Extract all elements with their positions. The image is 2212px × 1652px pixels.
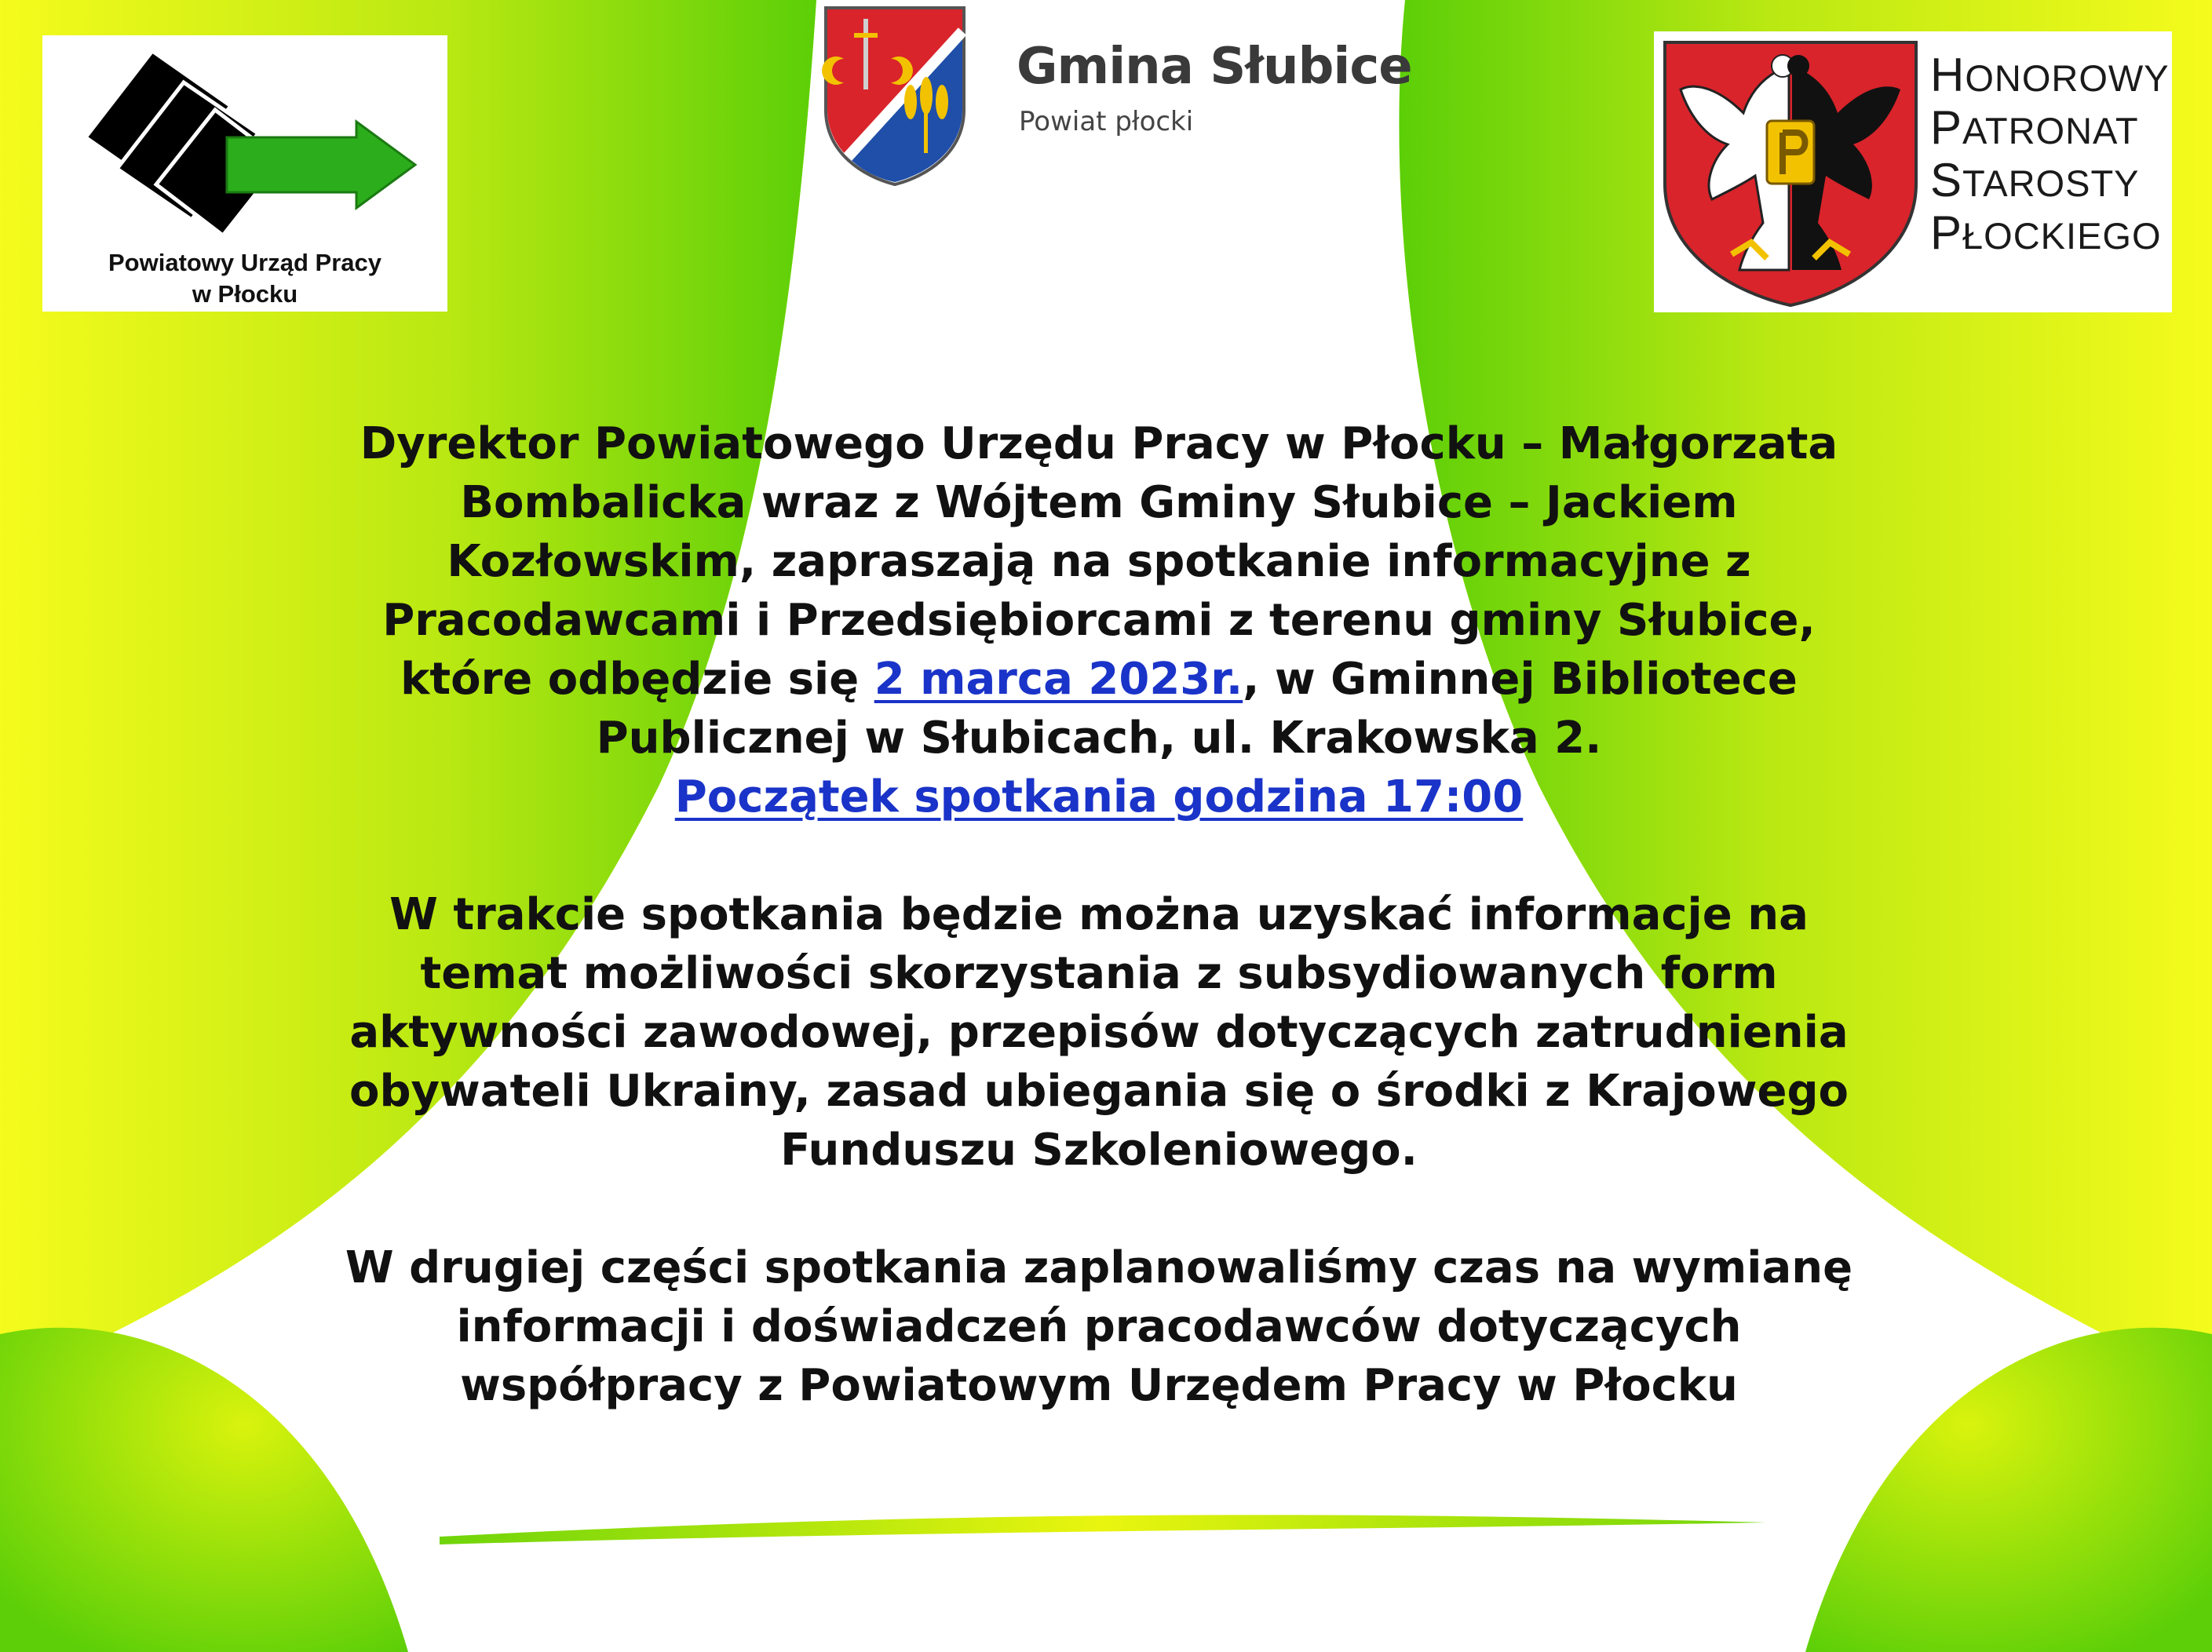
start-time-link[interactable]: Początek spotkania godzina 17:00 xyxy=(674,771,1524,822)
patronat-logo xyxy=(1654,31,2172,312)
gmina-logo xyxy=(816,0,1413,192)
invitation-text: Dyrektor Powiatowego Urzędu Pracy w Płocku – Małgorzata Bombalicka wraz z Wójtem Gminy Słubice – Jackiem Kozłowskim, zapraszają na spotkanie informacyjne z Pracodawcami i Przedsiębiorcami z terenu gminy Słubice, które odbędzie się xyxy=(360,418,1838,705)
announcement-body xyxy=(330,414,1868,1415)
eagle-coat-of-arms-icon xyxy=(1657,35,1924,309)
paragraph-topics: W trakcie spotkania będzie można uzyskać informacje na temat możliwości skorzystania z subsydiowanych form aktywności zawodowej, przepisów dotyczących zatrudnienia obywateli Ukrainy, zasad ubiegania się o środki z Krajowego Funduszu Szkoleniowego. xyxy=(349,889,1849,1176)
documents-arrow-icon xyxy=(42,35,447,239)
patronat-line-1: HONOROWY xyxy=(1930,49,2170,101)
event-date-link[interactable]: 2 marca 2023r. xyxy=(874,654,1243,705)
patronat-line-2: PATRONAT xyxy=(1930,101,2139,154)
gmina-name: Gmina Słubice xyxy=(1017,38,1412,96)
gmina-subtitle: Powiat płocki xyxy=(1019,106,1194,137)
gmina-coat-of-arms-icon xyxy=(816,0,973,188)
paragraph-second-part: W drugiej części spotkania zaplanowaliśmy czas na wymianę informacji i doświadczeń pracodawców dotyczących współpracy z Powiatowym Urzędem Pracy w Płocku xyxy=(345,1242,1853,1411)
pup-logo-line1: Powiatowy Urząd Pracy xyxy=(108,249,381,276)
patronat-line-3: STAROSTY xyxy=(1930,154,2140,206)
pup-logo xyxy=(42,35,447,312)
invitation-location: , w Gminnej Bibliotece Publicznej w Słubicach, ul. Krakowska 2. xyxy=(596,654,1798,764)
pup-logo-line2: w Płocku xyxy=(192,280,298,308)
patronat-text xyxy=(1930,50,2170,261)
patronat-line-4: PŁOCKIEGO xyxy=(1930,206,2162,259)
paragraph-invitation xyxy=(330,414,1868,826)
